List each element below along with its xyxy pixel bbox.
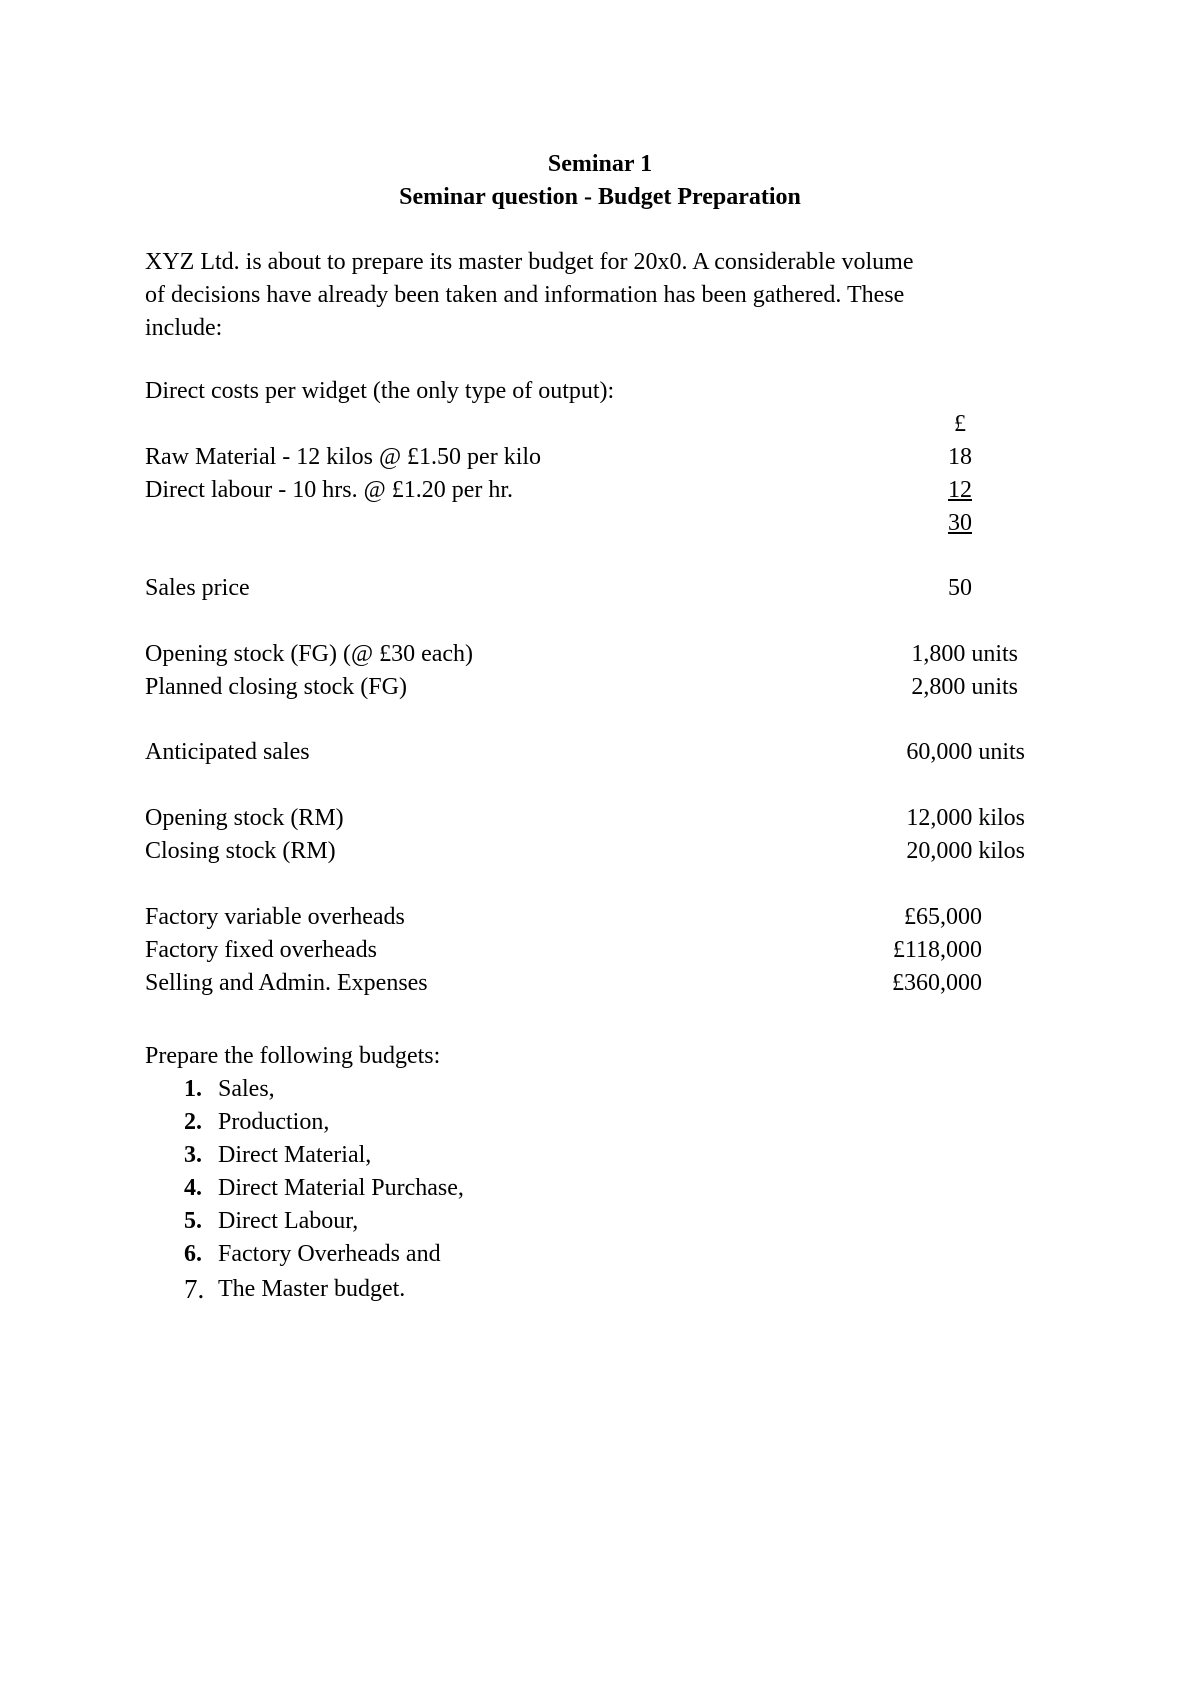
direct-cost-total: 30 (948, 510, 972, 536)
selling-admin-expenses-label: Selling and Admin. Expenses (145, 970, 428, 996)
list-item-number: 5. (184, 1208, 202, 1234)
opening-stock-fg-value: 1,800 units (911, 641, 1018, 667)
task-heading: Prepare the following budgets: (145, 1043, 441, 1069)
list-item (172, 1238, 464, 1271)
budget-list (172, 1073, 464, 1307)
list-item-label: Direct Labour, (218, 1208, 359, 1234)
raw-material-value: 18 (948, 444, 972, 470)
selling-admin-expenses-value: £360,000 (892, 970, 982, 996)
intro-line-1: XYZ Ltd. is about to prepare its master budget for 20x0. A considerable volume (145, 249, 914, 275)
opening-stock-rm-label: Opening stock (RM) (145, 805, 344, 831)
list-item (172, 1172, 464, 1205)
opening-stock-rm-value: 12,000 kilos (906, 805, 1025, 831)
opening-stock-fg-label: Opening stock (FG) (@ £30 each) (145, 641, 474, 667)
list-item-label: Factory Overheads and (218, 1241, 441, 1267)
closing-stock-rm-label: Closing stock (RM) (145, 838, 336, 864)
direct-labour-value: 12 (948, 477, 972, 503)
direct-labour-label: Direct labour - 10 hrs. @ £1.20 per hr. (145, 477, 514, 503)
title-block (0, 148, 1200, 214)
factory-fixed-overheads-label: Factory fixed overheads (145, 937, 377, 963)
factory-variable-overheads-value: £65,000 (904, 904, 982, 930)
list-item-label: Direct Material, (218, 1142, 372, 1168)
anticipated-sales-value: 60,000 units (906, 739, 1025, 765)
factory-variable-overheads-label: Factory variable overheads (145, 904, 405, 930)
sales-price-value: 50 (948, 575, 972, 601)
list-item (172, 1205, 464, 1238)
page-title: Seminar 1 (547, 151, 653, 177)
list-item (172, 1139, 464, 1172)
closing-stock-fg-label: Planned closing stock (FG) (145, 674, 407, 700)
list-item-number: 6. (184, 1241, 202, 1267)
sales-price-label: Sales price (145, 575, 250, 601)
list-item (172, 1073, 464, 1106)
intro-paragraph (145, 246, 1085, 345)
list-item-number: 3. (184, 1142, 202, 1168)
intro-line-3: include: (145, 315, 223, 341)
direct-costs-heading: Direct costs per widget (the only type of output): (145, 378, 615, 404)
list-item (172, 1106, 464, 1139)
list-item-label: Sales, (218, 1076, 275, 1102)
anticipated-sales-label: Anticipated sales (145, 739, 310, 765)
page-subtitle: Seminar question - Budget Preparation (399, 184, 801, 210)
closing-stock-rm-value: 20,000 kilos (906, 838, 1025, 864)
list-item-number: 4. (184, 1175, 202, 1201)
list-item-number: 1. (184, 1076, 202, 1102)
raw-material-label: Raw Material - 12 kilos @ £1.50 per kilo (145, 444, 542, 470)
intro-line-2: of decisions have already been taken and information has been gathered. These (145, 282, 905, 308)
closing-stock-fg-value: 2,800 units (911, 674, 1018, 700)
list-item-number: 2. (184, 1109, 202, 1135)
list-item-label: The Master budget. (218, 1276, 406, 1302)
list-item (172, 1271, 464, 1307)
list-item-label: Direct Material Purchase, (218, 1175, 464, 1201)
list-item-number: 7. (184, 1274, 205, 1304)
currency-symbol: £ (954, 411, 966, 437)
list-item-label: Production, (218, 1109, 330, 1135)
factory-fixed-overheads-value: £118,000 (892, 937, 982, 963)
